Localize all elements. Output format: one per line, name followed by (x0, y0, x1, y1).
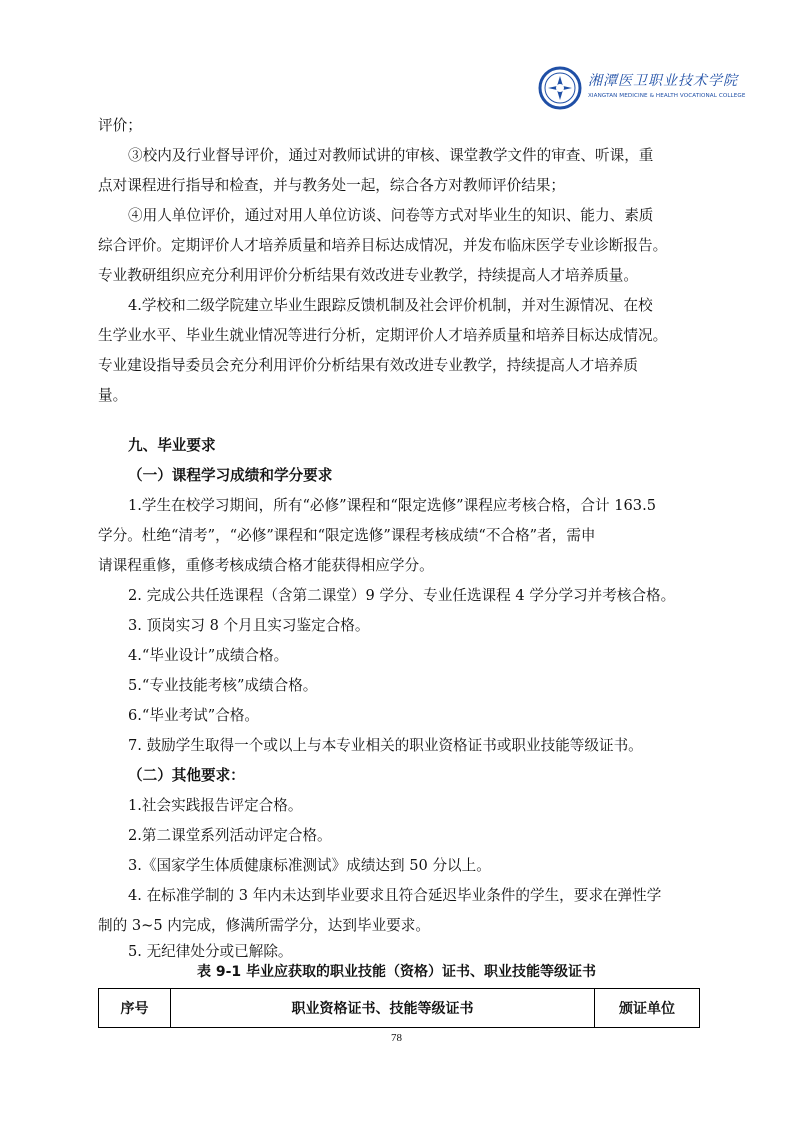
paragraph-line: ④用人单位评价，通过对用人单位访谈、问卷等方式对毕业生的知识、能力、素质 (128, 207, 654, 224)
paragraph-line: 3. 顶岗实习 8 个月且实习鉴定合格。 (128, 617, 370, 634)
paragraph-line: 点对课程进行指导和检查，并与教务处一起，综合各方对教师评价结果； (98, 177, 566, 194)
paragraph-line: 6.“毕业考试”合格。 (128, 707, 260, 724)
paragraph-line: 4.学校和二级学院建立毕业生跟踪反馈机制及社会评价机制，并对生源情况、在校 (128, 297, 653, 314)
paragraph-line: 2.第二课堂系列活动评定合格。 (128, 827, 332, 844)
paragraph-line: 请课程重修，重修考核成绩合格才能获得相应学分。 (98, 557, 434, 574)
table-caption: 表 9-1 毕业应获取的职业技能（资格）证书、职业技能等级证书 (196, 964, 597, 980)
paragraph-line: 7. 鼓励学生取得一个或以上与本专业相关的职业资格证书或职业技能等级证书。 (128, 737, 643, 754)
subsection-heading: （二）其他要求： (128, 767, 245, 784)
paragraph-line: 4. 在标准学制的 3 年内未达到毕业要求且符合延迟毕业条件的学生，要求在弹性学 (128, 887, 662, 904)
section-heading: 九、毕业要求 (128, 437, 216, 454)
paragraph-line: 评价； (98, 117, 142, 134)
paragraph-line: 生学业水平、毕业生就业情况等进行分析，定期评价人才培养质量和培养目标达成情况。 (98, 327, 668, 344)
paragraph-line: 1.社会实践报告评定合格。 (128, 797, 303, 814)
table-header-cell: 职业资格证书、技能等级证书 (171, 989, 595, 1027)
paragraph-line: 3.《国家学生体质健康标准测试》成绩达到 50 分以上。 (128, 857, 491, 874)
logo-chinese-name: 湘潭医卫职业技术学院 (588, 73, 738, 89)
table-header-row (98, 988, 700, 1028)
paragraph-line: 量。 (98, 387, 128, 404)
table-header-cell: 序号 (99, 989, 171, 1027)
subsection-heading: （一）课程学习成绩和学分要求 (128, 467, 333, 484)
page-number: 78 (391, 1032, 402, 1044)
paragraph-line: 专业建设指导委员会充分利用评价分析结果有效改进专业教学，持续提高人才培养质 (98, 357, 638, 374)
paragraph-line: 5.“专业技能考核”成绩合格。 (128, 677, 318, 694)
paragraph-line: 制的 3~5 内完成，修满所需学分，达到毕业要求。 (98, 917, 430, 934)
paragraph-line: 学分。杜绝“清考”，“必修”课程和“限定选修”课程考核成绩“不合格”者，需申 (98, 527, 596, 544)
paragraph-line: 5. 无纪律处分或已解除。 (128, 943, 293, 960)
logo-english-name: XIANGTAN MEDICINE & HEALTH VOCATIONAL COLLEGE (588, 93, 746, 99)
paragraph-line: 专业教研组织应充分利用评价分析结果有效改进专业教学，持续提高人才培养质量。 (98, 267, 638, 284)
paragraph-line: ③校内及行业督导评价，通过对教师试讲的审核、课堂教学文件的审查、听课，重 (128, 147, 654, 164)
table-header-cell: 颁证单位 (619, 1001, 675, 1017)
paragraph-line: 4.“毕业设计”成绩合格。 (128, 647, 289, 664)
paragraph-line: 1.学生在校学习期间，所有“必修”课程和“限定选修”课程应考核合格，合计 163.5 (128, 497, 657, 514)
college-emblem-icon (538, 66, 582, 110)
paragraph-line: 2. 完成公共任选课程（含第二课堂）9 学分、专业任选课程 4 学分学习并考核合格。 (128, 587, 676, 604)
paragraph-line: 综合评价。定期评价人才培养质量和培养目标达成情况，并发布临床医学专业诊断报告。 (98, 237, 668, 254)
college-logo (538, 66, 746, 110)
